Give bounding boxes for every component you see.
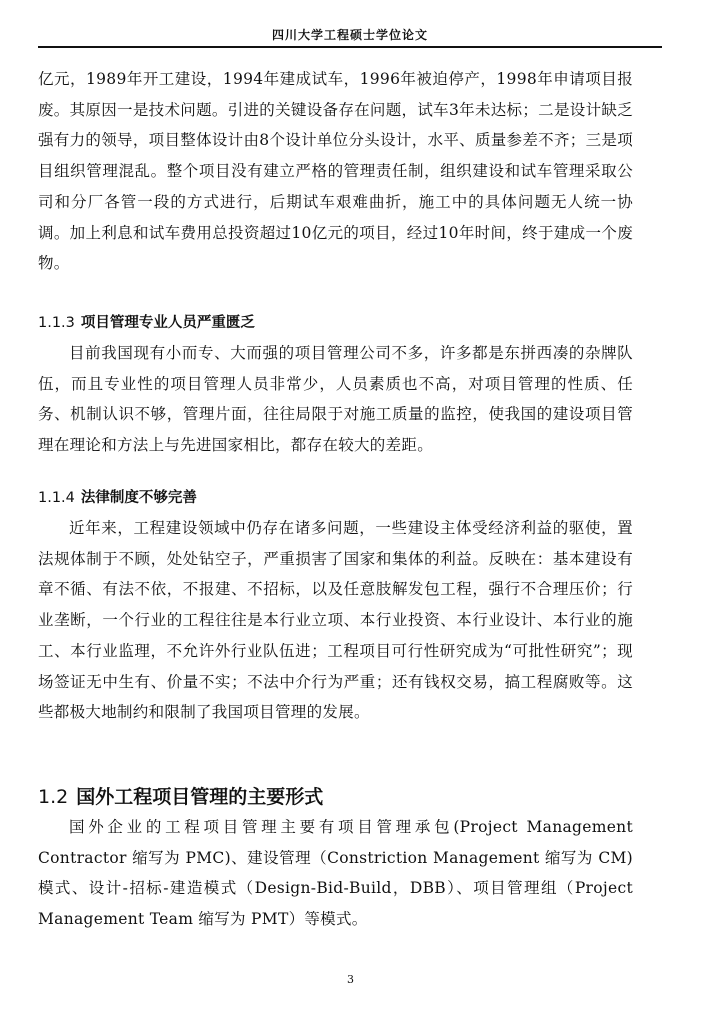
heading-title: 法律制度不够完善 [80, 490, 197, 506]
heading-1-1-3 [38, 313, 633, 333]
heading-1-1-4 [38, 488, 633, 508]
paragraph-1-1-3: 目前我国现有小而专、大而强的项目管理公司不多，许多都是东拼西凑的杂牌队伍，而且专业性的项目管理人员非常少，人员素质也不高，对项目管理的性质、任务、机制认识不够，管理片面，往往局限于对施工质量的监控，使我国的建设项目管理在理论和方法上与先进国家相比，都存在较大的差距。 [38, 344, 633, 455]
paragraph-1-2: 国外企业的工程项目管理主要有项目管理承包(Project Management Contractor 缩写为 PMC)、建设管理（Constriction Management 缩写为 CM)模式、设计-招标-建造模式（Design-Bid-Build，DBB）、项目管理组（Project Management Team 缩写为 PMT）等模式。 [38, 818, 633, 929]
heading-title: 项目管理专业人员严重匮乏 [80, 315, 255, 331]
header-rule [38, 46, 662, 48]
paragraph-1-1-4: 近年来，工程建设领域中仍存在诸多问题，一些建设主体受经济利益的驱使，置法规体制于不顾，处处钻空子，严重损害了国家和集体的利益。反映在：基本建设有章不循、有法不依，不报建、不招标，以及任意肢解发包工程，强行不合理压价；行业垄断，一个行业的工程往往是本行业立项、本行业投资、本行业设计、本行业的施工、本行业监理，不允许外行业队伍进；工程项目可行性研究成为“可批性研究”；现场签证无中生有、价量不实；不法中介行为严重；还有钱权交易，搞工程腐败等。这些都极大地制约和限制了我国项目管理的发展。 [38, 519, 633, 722]
paragraph-continued: 亿元，1989年开工建设，1994年建成试车，1996年被迫停产，1998年申请项目报废。其原因一是技术问题。引进的关键设备存在问题，试车3年未达标；二是设计缺乏强有力的领导，项目整体设计由8个设计单位分头设计，水平、质量参差不齐；三是项目组织管理混乱。整个项目没有建立严格的管理责任制，组织建设和试车管理采取公司和分厂各管一段的方式进行，后期试车艰难曲折，施工中的具体问题无人统一协调。加上利息和试车费用总投资超过10亿元的项目，经过10年时间，终于建成一个废物。 [38, 70, 633, 273]
heading-1-2 [38, 784, 633, 810]
running-header: 四川大学工程硕士学位论文 [271, 28, 428, 42]
heading-number: 1.1.3 [38, 315, 75, 331]
page-number: 3 [347, 973, 354, 986]
heading-title: 国外工程项目管理的主要形式 [76, 786, 324, 808]
heading-number: 1.2 [38, 786, 69, 808]
heading-number: 1.1.4 [38, 490, 75, 506]
